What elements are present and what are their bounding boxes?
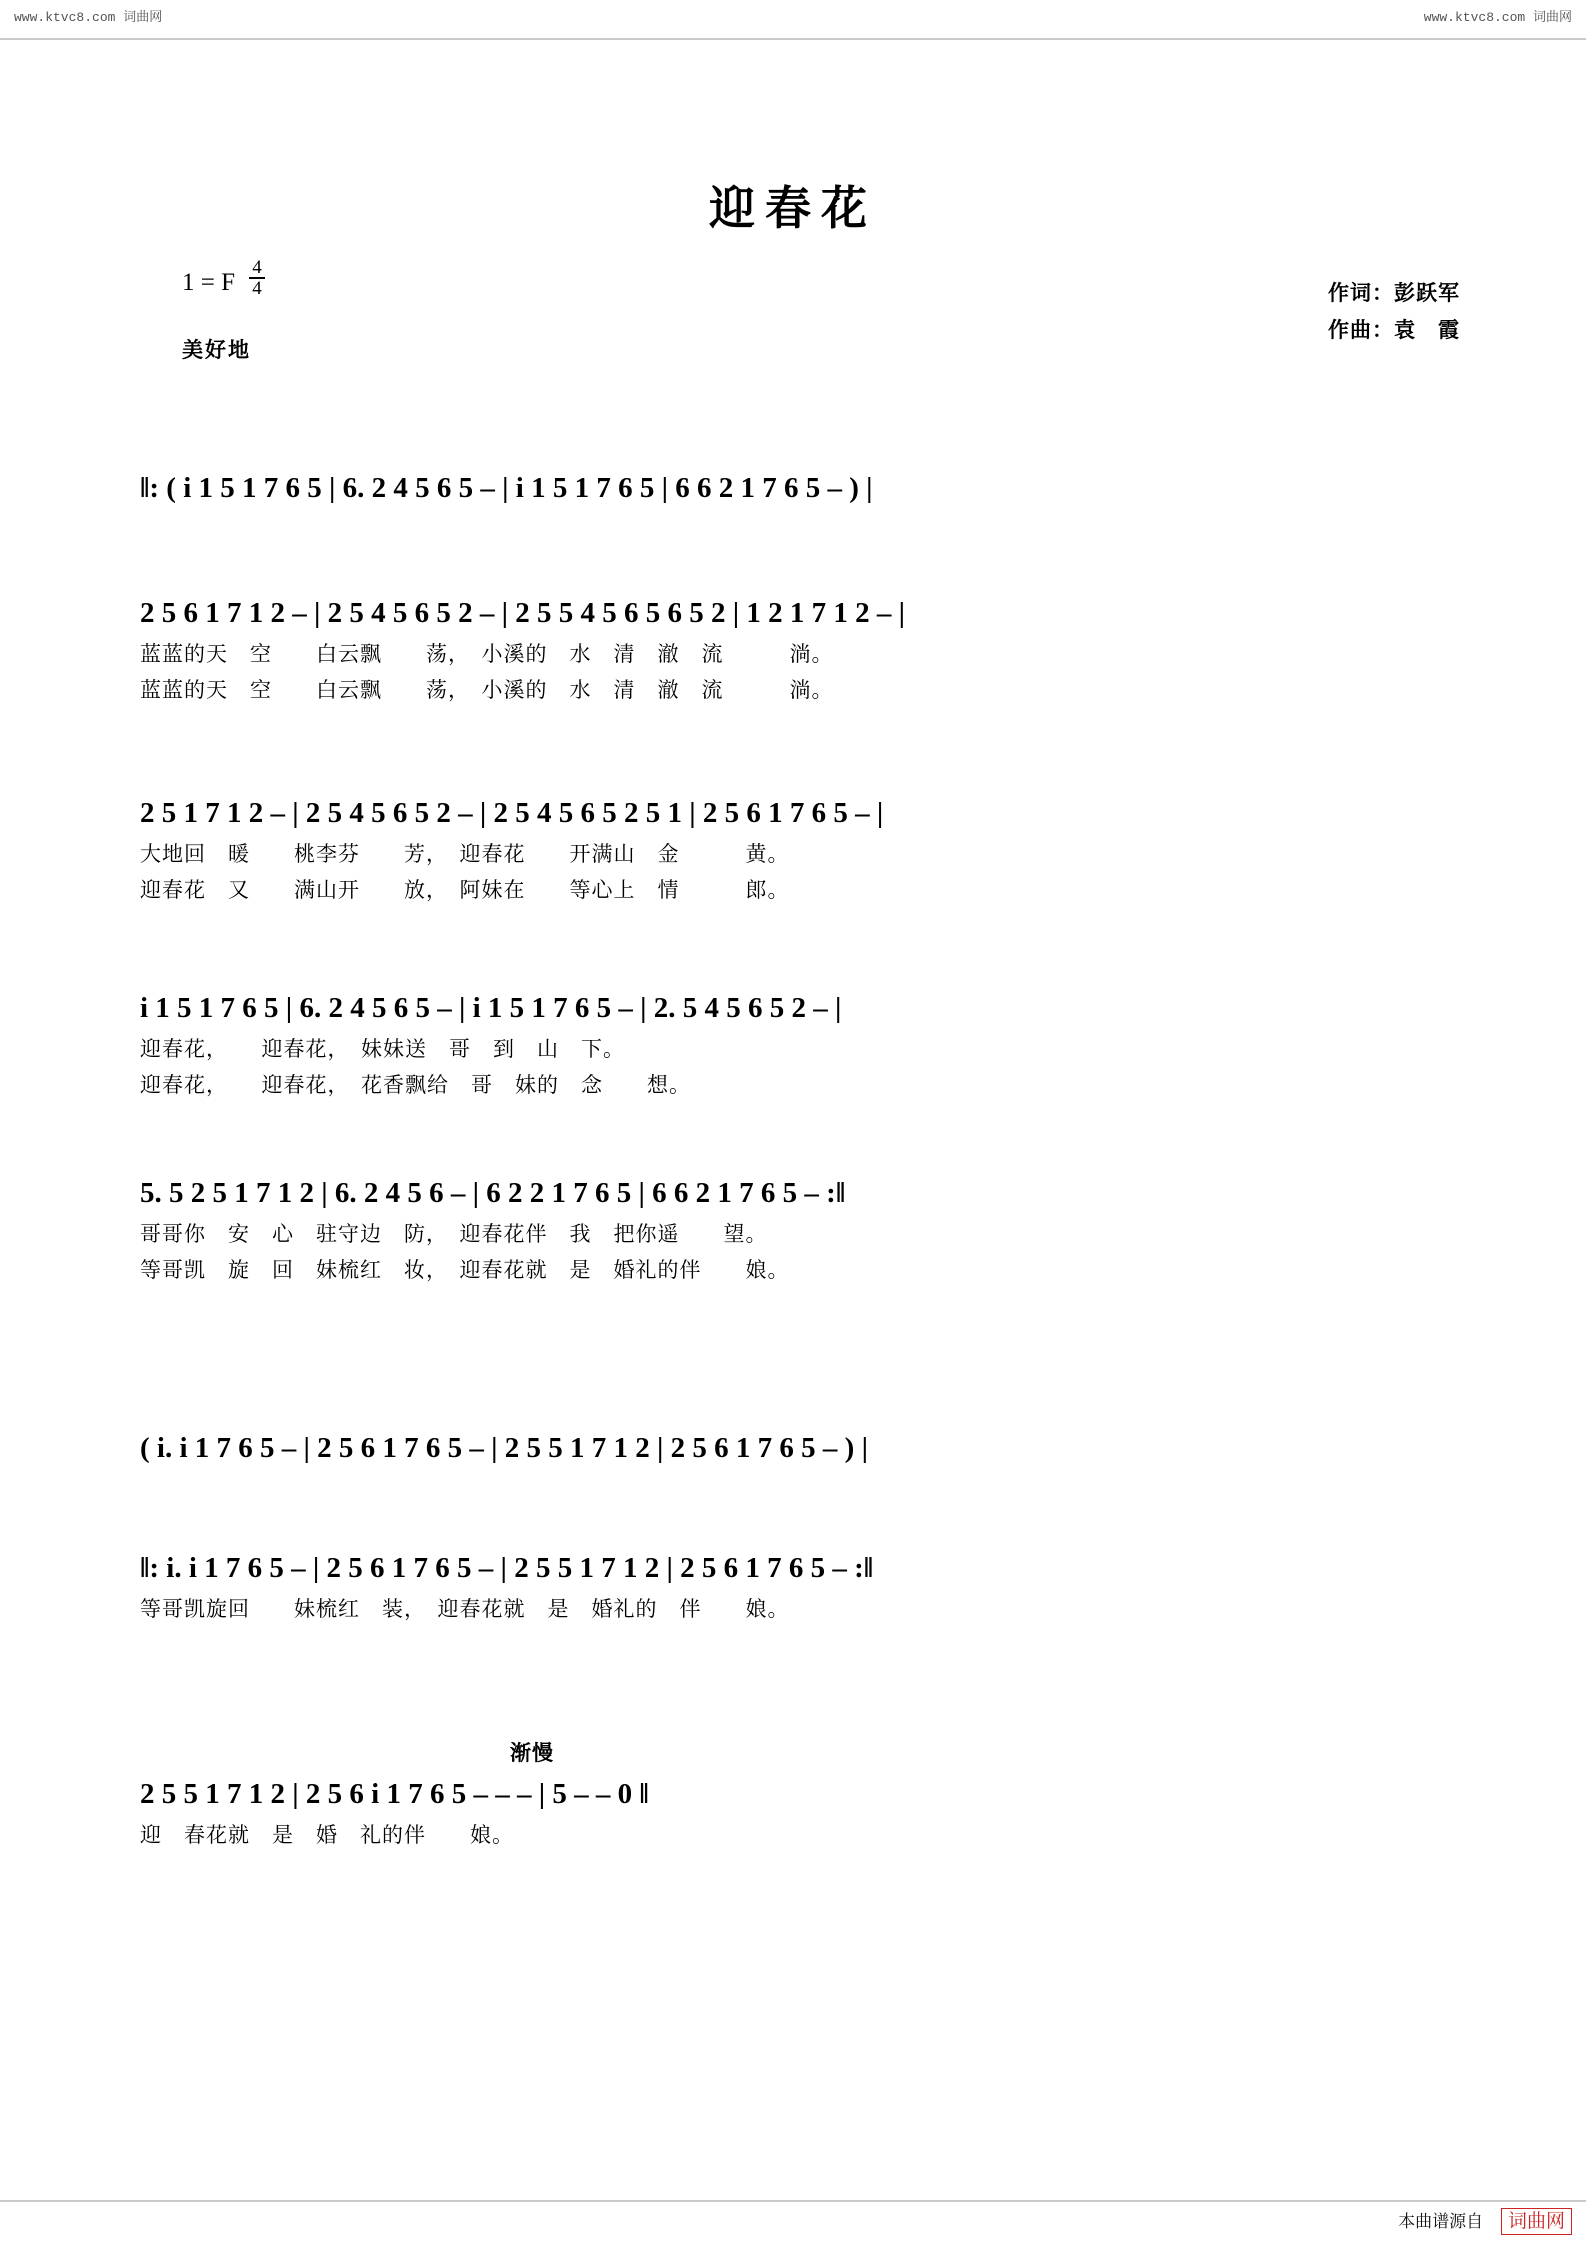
key-label: 1 = F <box>182 269 236 296</box>
lyric-line: 迎春花， 迎春花， 妹妹送 哥 到 山 下。 <box>140 1038 625 1061</box>
lyric-line: 哥哥你 安 心 驻守边 防， 迎春花伴 我 把你遥 望。 <box>140 1223 768 1246</box>
watermark-bottom <box>0 2206 1586 2236</box>
watermark-top-right: www.ktvc8.com 词曲网 <box>1423 10 1572 25</box>
notation-line: i 1 5 1 7 6 5 | 6. 2 4 5 6 5 – | i 1 5 1 7 6 5 – | 2. 5 4 5 6 5 2 – | <box>140 992 842 1024</box>
credits <box>1328 276 1460 350</box>
lyric-line: 等哥凯旋回 妹梳红 装， 迎春花就 是 婚礼的 伴 娘。 <box>140 1598 790 1621</box>
score-system-5 <box>140 1170 1450 1288</box>
score-system-3 <box>140 790 1450 908</box>
composer-credit: 作曲：袁 霞 <box>1328 318 1460 342</box>
time-signature-numerator: 4 <box>249 258 265 279</box>
lyric-line: 蓝蓝的天 空 白云飘 荡， 小溪的 水 清 澈 流 淌。 <box>140 679 834 702</box>
source-site-badge: 词曲网 <box>1501 2208 1572 2235</box>
notation-line: 2 5 1 7 1 2 – | 2 5 4 5 6 5 2 – | 2 5 4 5 6 5 2 5 1 | 2 5 6 1 7 6 5 – | <box>140 797 884 829</box>
watermark-divider-top <box>0 38 1586 40</box>
score-system-2 <box>140 590 1450 708</box>
tempo-annotation: 渐慢 <box>510 1742 554 1765</box>
notation-line: ‖: ( i 1 5 1 7 6 5 | 6. 2 4 5 6 5 – | i 1 5 1 7 6 5 | 6 6 2 1 7 6 5 – ) | <box>140 472 873 504</box>
score-system-6 <box>140 1425 1450 1471</box>
notation-line: 5. 5 2 5 1 7 1 2 | 6. 2 4 5 6 – | 6 2 2 1 7 6 5 | 6 6 2 1 7 6 5 – :‖ <box>140 1177 846 1209</box>
score-system-1 <box>140 465 1450 511</box>
watermark-bottom-right <box>1398 2206 1572 2233</box>
lyric-line: 蓝蓝的天 空 白云飘 荡， 小溪的 水 清 澈 流 淌。 <box>140 643 834 666</box>
source-label: 本曲谱源自 <box>1398 2212 1484 2231</box>
notation-line: 2 5 5 1 7 1 2 | 2 5 6 i 1 7 6 5 – – – | 5 – – 0 ‖ <box>140 1778 649 1810</box>
page-title: 迎春花 <box>709 182 877 234</box>
notation-line: 2 5 6 1 7 1 2 – | 2 5 4 5 6 5 2 – | 2 5 5 4 5 6 5 6 5 2 | 1 2 1 7 1 2 – | <box>140 597 906 629</box>
lyric-line: 大地回 暖 桃李芬 芳， 迎春花 开满山 金 黄。 <box>140 843 790 866</box>
score-system-4 <box>140 985 1450 1103</box>
time-signature <box>249 258 265 298</box>
notation-line: ‖: i. i 1 7 6 5 – | 2 5 6 1 7 6 5 – | 2 5 5 1 7 1 2 | 2 5 6 1 7 6 5 – :‖ <box>140 1552 874 1584</box>
lyricist-credit: 作词：彭跃军 <box>1328 282 1460 305</box>
score-system-8 <box>140 1735 1450 1853</box>
watermark-top-left: www.ktvc8.com 词曲网 <box>14 10 163 25</box>
watermark-divider-bottom <box>0 2200 1586 2202</box>
lyric-line: 等哥凯 旋 回 妹梳红 妆， 迎春花就 是 婚礼的伴 娘。 <box>140 1259 790 1282</box>
notation-line: ( i. i 1 7 6 5 – | 2 5 6 1 7 6 5 – | 2 5 5 1 7 1 2 | 2 5 6 1 7 6 5 – ) | <box>140 1432 868 1464</box>
watermark-top <box>0 6 1586 36</box>
tempo-marking: 美好地 <box>182 339 251 362</box>
time-signature-denominator: 4 <box>252 278 262 299</box>
score-system-7 <box>140 1545 1450 1627</box>
lyric-line: 迎春花 又 满山开 放， 阿妹在 等心上 情 郎。 <box>140 879 790 902</box>
lyric-line: 迎 春花就 是 婚 礼的伴 娘。 <box>140 1824 514 1847</box>
lyric-line: 迎春花， 迎春花， 花香飘给 哥 妹的 念 想。 <box>140 1074 691 1097</box>
key-signature <box>182 258 265 298</box>
